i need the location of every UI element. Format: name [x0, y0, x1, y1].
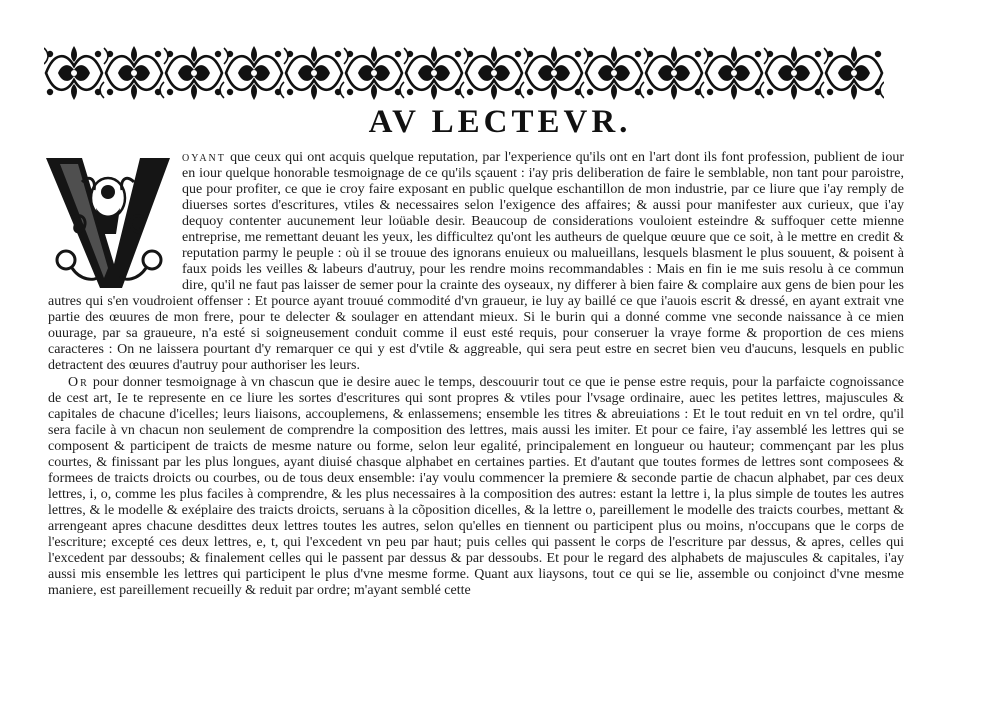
- arabesque-border-icon: [44, 44, 884, 102]
- paragraph-1: [48, 150, 904, 374]
- paragraph-2-text: pour donner tesmoignage à vn chascun que ie desire auec le temps, descouurir tout ce que ie pense estre requis, pour la parfaicte cognoissance de cest art, Ie te represente en ce liure les sortes d'escritures qui sont propres & vtiles pour l'vsage ordinaire, auec les petites lettres, majuscules & capitales de chacune d'icelles; leurs liaisons, accouplemens, & enlassemens; ensemble les titres & abreuiations : Et le tout reduit en vn tel ordre, qu'il sera facile à vn chacun non seulement de comprendre la composition des lettres, mais aussi les imiter. Et pour ce faire, i'ay assemblé les lettres qui se composent & participent de traicts de mesme nature ou forme, selon leur egalité, principalement en longueur ou hauteur; commençant par les plus courtes, & finissant par les plus longues, ayant diuisé chasque alphabet en certaines parties. Et d'autant que toutes formes de lettres sont composees & formees de traicts droicts ou courbes, ou de tous deux ensemble: i'ay voulu commencer la premiere & seconde partie de chacun alphabet, par ces deux lettres, i, o, comme les plus faciles à comprendre, & les plus necessaires à la composition des autres: estant la lettre i, la plus simple de toutes les autres lettres, & le modelle & exéplaire des traicts droicts, seruans à la cõposition dicelles, & la lettre o, pareillement le modelle des traicts courbes, mettant & arrengeant apres chacune desdittes deux lettres toutes les autres, selon qu'elles en tiennent ou participent plus ou moins, n'occupans que le corps de l'escriture; excepté ces deux lettres, e, t, qui l'excedent vn peu par haut; puis celles qui passent le corps de l'escriture par dessus, & apres, celles qui l'excedent par dessoubs; & finalement celles qui le passent par dessus & par dessoubs. Et pour le regard des alphabets de majuscules & capitales, i'ay aussi mis ensemble les lettres qui participent le plus d'vne mesme forme. Quant aux liaysons, tout ce qui se lie, assemble ou conjoinct d'vne mesme maniere, est pareillement recueilly & reduit par ordre; m'ayant semblé cette: [48, 375, 904, 598]
- paragraph-2-lead: Or: [68, 375, 89, 390]
- paragraph-2: [48, 375, 904, 599]
- body-text: [48, 150, 904, 599]
- page-title: AV LECTEVR.: [368, 104, 632, 140]
- paragraph-1-lead: oyant: [182, 150, 226, 165]
- paragraph-1-text: que ceux qui ont acquis quelque reputation, par l'experience qu'ils ont en l'art dont ils font profession, publient de iour en iour quelque honorable tesmoignage de ce qu'ils sçauent : i'ay pris deliberation de faire le semblable, non tant pour paroistre, que pour profiter, ce que ie croy faire exposant en public quelque eschantillon de mon industrie, par ce liure que i'ay remply de diuerses sortes d'escritures, vtiles & necessaires selon l'exigence des affaires; & aussi pour manifester aux curieux, que i'ay dequoy contenter aucunement leur loüable desir. Beaucoup de considerations vouloient esteindre & suffoquer cette mienne entreprise, me remettant deuant les yeux, les difficultez qu'ont les autheurs de quelque œuure que ce soit, à le mettre en credit & reputation parmy le peuple : où il se trouue des ignorans enuieux ou malueillans, lesquels blasment le plus souuent, & poisent à faux poids les veilles & labeurs d'autruy, pour les rendre moins recommandables : Mais en fin ie me suis resolu à ce commun dire, qu'il ne faut pas laisser de semer pour la crainte des oyseaux, ny differer à bien faire & complaire aux gens de bien pour les autres qui s'en voudroient offenser : Et pource ayant trouué commodité d'vn graueur, ie luy ay baillé ce que i'auois escrit & dressé, en ayant extrait vne partie des œuures de mon frere, pour te delecter & soulager en attendant mieux. Si le burin qui a donné comme vne seconde naissance à ce mien ouurage, par sa graueure, n'a esté si soigneusement conduit comme il eust esté requis, pour conseruer la vraye forme & proportion de ces miens caracteres : On ne laissera pourtant d'y remarquer ce qui y est d'vtile & aggreable, qui sera peut estre en secret bien veu d'aucuns, lesquels en public detractent des œuures d'autruy pour authoriser les leurs.: [48, 150, 904, 373]
